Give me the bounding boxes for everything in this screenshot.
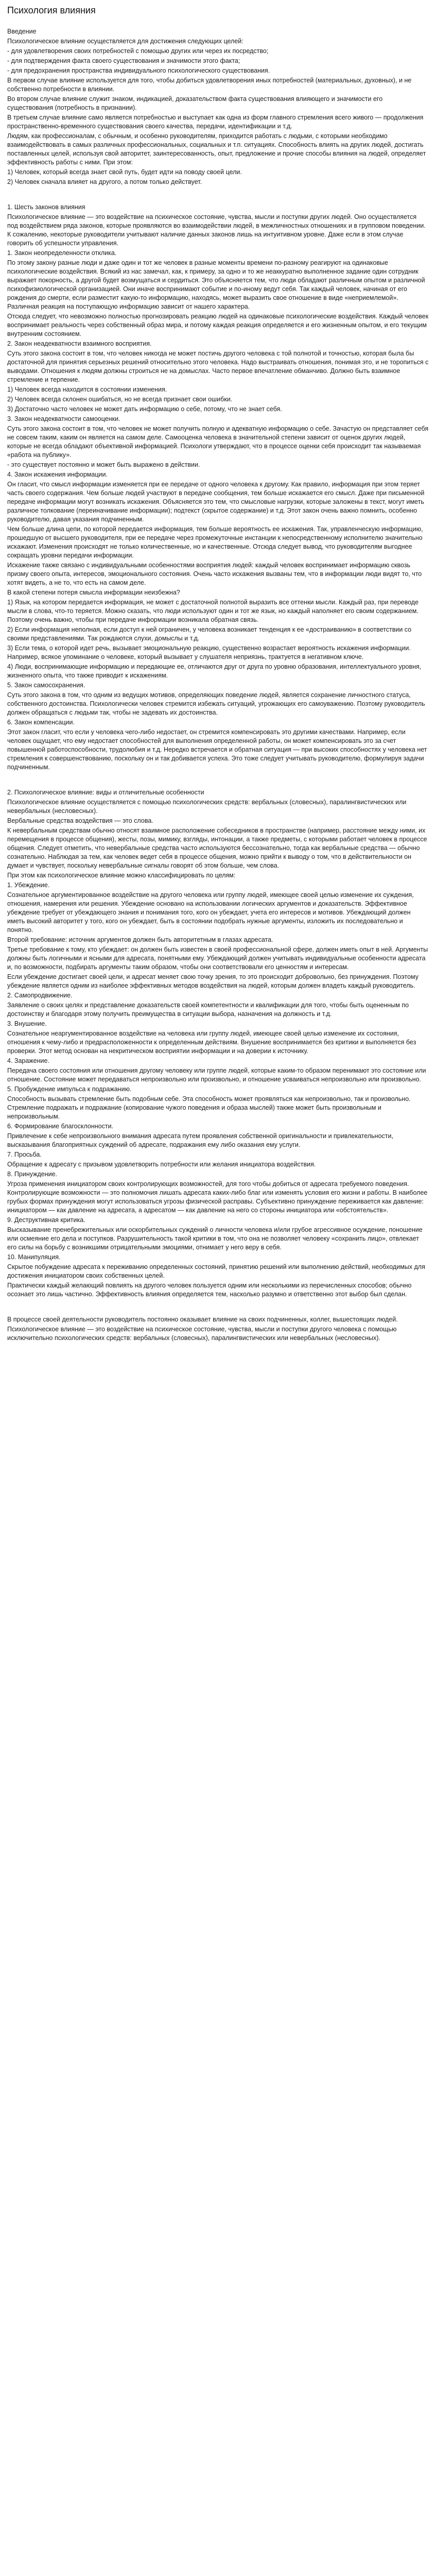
- paragraph: В какой степени потеря смысла информации неизбежна?: [7, 589, 180, 596]
- paragraph: Искажение также связано с индивидуальными особенностями восприятия людей: каждый человек воспринимает информацию сквозь призму своего опыта, интересов, эмоционального состояния. Очень часто искажения вызваны тем, что в информации люди видят то, что хотят видеть, а не то, что есть на самом деле.: [7, 562, 422, 586]
- paragraph: Скрытое побуждение адресата к переживанию определенных состояний, принятию решений или выполнению действий, необходимых для достижения инициатором своих собственных целей.: [7, 1263, 425, 1279]
- paragraph: 2) Человек сначала влияет на другого, а потом только действует.: [7, 178, 202, 185]
- paragraph: 3) Если тема, о которой идет речь, вызывает эмоциональную реакцию, существенно возрастает вероятность искажения информации. Например, всякое упоминание о человеке, который вызывает у слушателя неприязнь, трактуется в негативном ключе.: [7, 645, 411, 660]
- paragraph: 1. Убеждение.: [7, 882, 50, 889]
- paragraph: Угроза применения инициатором своих контролирующих возможностей, для того чтобы добиться от адресата требуемого поведения. Контролирующие возможности — это полномочия лишать адресата каких-либо благ или изменять условия его жизни и работы. В наиболее грубых формах принуждения могут использоваться угрозы физической расправы. Субъективно принуждение переживается как давление: инициатором — как давление на адресата, а адресатом — как давление на него со стороны инициатора или «обстоятельств».: [7, 1180, 428, 1214]
- paragraph: 1) Человек, который всегда знает свой путь, будет идти на поводу своей цели.: [7, 168, 242, 176]
- paragraph: - это существует постоянно и может быть выражено в действии.: [7, 461, 200, 468]
- paragraph: - для удовлетворения своих потребностей с помощью других или через их посредство;: [7, 47, 269, 55]
- paragraph: Психологическое влияние — это воздействие на психическое состояние, чувства, мысли и поступки других людей. Оно осуществляется под воздействием ряда законов, которые проявляются во взаимодействии людей, в межличностных отношениях и в групповом поведении. К сожалению, некоторые руководители учитывают наличие данных законов лишь на интуитивном уровне. Даже если в этом случае говорить об успешности управления.: [7, 213, 426, 247]
- section-gap: [7, 188, 429, 203]
- text-section: [7, 788, 429, 1299]
- paragraph: 6. Формирование благосклонности.: [7, 1123, 114, 1130]
- paragraph: Практически каждый желающий повлиять на другого человек пользуется одним или несколькими из перечисленных способов; обычно осознает это лишь частично. Эффективность влияния определяется тем, насколько разумно и ответственно этот выбор был сделан.: [7, 1282, 412, 1298]
- paragraph: 3) Достаточно часто человек не может дать информацию о себе, потому, что не знает себя.: [7, 405, 282, 413]
- paragraph: Если убеждение достигает своей цели, и адресат меняет свою точку зрения, то это происходит добровольно, без принуждения. Поэтому убеждение является одним из наиболее эффективных методов воздействия на людей, которым должен владеть каждый руководитель.: [7, 973, 419, 989]
- text-section: [7, 27, 429, 187]
- paragraph: Способность вызывать стремление быть подобным себе. Эта способность может проявляться как непроизвольно, так и произвольно. Стремление подражать и подражание (копирование чужого поведения и образа мыслей) также может быть произвольным и непроизвольным.: [7, 1095, 411, 1120]
- paragraph: В третьем случае влияние само является потребностью и выступает как одна из форм главного стремления всего живого — продолжения пространственно-временного существования своего качества, передачи, идентификации и т.д.: [7, 114, 424, 130]
- page-title: Психология влияния: [7, 5, 96, 15]
- paragraph: 9. Деструктивная критика.: [7, 1216, 85, 1224]
- paragraph: 1. Шесть законов влияния: [7, 204, 85, 211]
- section-gap: [7, 1300, 429, 1315]
- paragraph: Психологическое влияние осуществляется с помощью психологических средств: вербальных (словесных), паралингвистических или невербальных (несловесных).: [7, 799, 407, 815]
- paragraph: Сознательное неаргументированное воздействие на человека или группу людей, имеющее своей целью изменение их состояния, отношения к чему-либо и предрасположенности к определенным действиям. Внушение воспринимается без критики и выполняется без проверки. Этот метод основан на некритическом восприятии информации и на доверии к источнику.: [7, 1030, 416, 1055]
- paragraph: 2. Психологическое влияние: виды и отличительные особенности: [7, 789, 204, 796]
- paragraph: В первом случае влияние используется для того, чтобы добиться удовлетворения иных потребностей (материальных, духовных), и не собственно потребности в влиянии.: [7, 77, 412, 93]
- paragraph: Сознательное аргументированное воздействие на другого человека или группу людей, имеющее своей целью изменение их суждения, отношения, намерения или решения. Убеждение основано на использовании логических аргументов и доказательств. Эффективное убеждение требует от убеждающего знания и понимания того, кого он убеждает, учета его интересов и мотивов. Убеждающий должен иметь высокий авторитет у того, кого он убеждает, быть в состоянии подобрать нужные аргументы, изложить их последовательно и понятно.: [7, 891, 414, 934]
- paragraph: 2) Человек всегда склонен ошибаться, но не всегда признает свои ошибки.: [7, 396, 233, 403]
- paragraph: Вербальные средства воздействия — это слова.: [7, 817, 153, 824]
- paragraph: Передача своего состояния или отношения другому человеку или группе людей, которые каким-то образом перенимают это состояние или отношение. Состояние может передаваться непроизвольно или произвольно, и отношение усваиваться непроизвольно или произвольно.: [7, 1067, 426, 1083]
- paragraph: К невербальным средствам обычно относят взаимное расположение собеседников в пространстве (например, расстояние между ними, их перемещения в процессе общения), жесты, позы, мимику, взгляды, интонации, а также предметы, с которыми работает человек в процессе общения. Следует отметить, что невербальные средства часто используются бессознательно, тогда как вербальные средства — обычно сознательно. Наблюдая за тем, как человек ведет себя в процессе общения, можно прийти к выводу о том, что в действительности он думает и чувствует, поскольку невербальные сигналы говорят об этом больше, чем слова.: [7, 827, 427, 869]
- text-section: [7, 1315, 429, 1343]
- paragraph: 1) Человек всегда находится в состоянии изменения.: [7, 386, 167, 393]
- paragraph: Привлечение к себе непроизвольного внимания адресата путем проявления собственной оригинальности и привлекательности, высказывания благоприятных суждений об адресате, подражания ему либо оказания ему услуги.: [7, 1132, 393, 1148]
- section-gap: [7, 773, 429, 788]
- paragraph: Чем больше длина цепи, по которой передается информация, тем больше вероятность ее искажения. Так, управленческую информацию, прошедшую от высшего руководителя, при ее передаче через промежуточные инстанции к непосредственному исполнителю значительно искажают. Изменения происходят не только количественные, но и качественные. Отсюда следует вывод, что руководителям выгоднее сокращать уровни передачи информации.: [7, 526, 423, 559]
- paragraph: Людям, как профессионалам, с обычным, и особенно руководителям, приходится работать с людьми, с которыми необходимо взаимодействовать в самых различных профессиональных, социальных и т.п. ситуациях. Способность влиять на других людей, достигать поставленных целей, используя свой авторитет, заинтересованность, опыт, предложение и прочие способы влияния на людей, определяет эффективность работы с ними. При этом:: [7, 132, 426, 166]
- paragraph: 2. Закон неадекватности взаимного восприятия.: [7, 340, 152, 347]
- paragraph: Во втором случае влияние служит знаком, индикацией, доказательством факта существования влияющего и значимости его существования (потребность в признании).: [7, 95, 383, 111]
- paragraph: 3. Внушение.: [7, 1020, 47, 1027]
- paragraph: По этому закону разные люди и даже один и тот же человек в разные моменты времени по-разному реагируют на одинаковые психологические воздействия. Всякий из нас замечал, как, к примеру, за одно и то же неаккуратно выполненное задание один сотрудник выражает покорность, а другой будет возмущаться и сердиться. Это объясняется тем, что люди обладают различным опытом и различной психофизиологической организацией. Они иначе воспринимают событие и по-иному ведут себя. Так каждый человек, начиная от его рождения до смерти, если разместит какую-то информацию, находясь, может выразить свое отношение в виде «неприемлемой». Различная реакция на поступающую информацию зависит от нашего характера.: [7, 259, 425, 310]
- paragraph: 4. Закон искажения информации.: [7, 471, 108, 478]
- paragraph: 5. Закон самосохранения.: [7, 682, 85, 689]
- paragraph: Психологическое влияние — это воздействие на психическое состояние, чувства, мысли и поступки другого человека с помощью исключительно психологических средств: вербальных (словесных), паралингвистических или невербальных (несловесных).: [7, 1326, 397, 1342]
- paragraph: 2. Самопродвижение.: [7, 992, 73, 999]
- paragraph: 4) Люди, воспринимающие информацию и передающие ее, отличаются друг от друга по уровню образования, интеллектуального уровня, жизненного опыта, что также приводит к искажениям.: [7, 663, 422, 679]
- paragraph: 5. Пробуждение импульса к подражанию.: [7, 1086, 132, 1093]
- paragraph: 10. Манипуляция.: [7, 1253, 61, 1261]
- paragraph: Отсюда следует, что невозможно полностью прогнозировать реакцию людей на одинаковые психологические воздействия. Каждый человек воспринимает реальность через собственный образ мира, и потому каждая реакция определяется и его жизненным опытом, и его текущим внутренним состоянием.: [7, 313, 429, 337]
- paragraph: - для подтверждения факта своего существования и значимости этого факта;: [7, 57, 240, 64]
- paragraph: При этом как психологическое влияние можно классифицировать по целям:: [7, 872, 236, 879]
- paragraph: Второй требование: источник аргументов должен быть авторитетным в глазах адресата.: [7, 936, 273, 943]
- paragraph: 6. Закон компенсации.: [7, 719, 75, 726]
- paragraph: 1) Язык, на котором передается информация, не может с достаточной полнотой выразить все оттенки мысли. Каждый раз, при переводе мысли в слова, что-то теряется. Можно сказать, что люди используют один и тот же язык, но каждый наполняет его своим содержанием. Поэтому очень важно, чтобы при передаче информации возникала обратная связь.: [7, 599, 419, 623]
- paragraph: Высказывание пренебрежительных или оскорбительных суждений о личности человека и/или грубое агрессивное осуждение, поношение или осмеяние его дела и поступков. Разрушительность такой критики в том, что она не позволяет человеку «сохранить лицо», отвлекает его силы на борьбу с возникшими отрицательными эмоциями, отнимает у него веру в себя.: [7, 1226, 423, 1251]
- text-section: [7, 203, 429, 772]
- paragraph: 4. Заражение.: [7, 1057, 49, 1064]
- paragraph: Психологическое влияние осуществляется для достижения следующих целей:: [7, 38, 243, 45]
- paragraph: - для предохранения пространства индивидуального психологического существования.: [7, 67, 270, 74]
- paragraph: Суть этого закона состоит в том, что человек не может получить полную и адекватную информацию о себе. Зачастую он представляет себя не совсем таким, каким он является на самом деле. Самооценка человека в значительной степени зависит от оценок других людей, которые не всегда обладают объективной информацией. Психологи утверждают, что в процессе оценки себя происходит так называемая «работа на публику».: [7, 425, 429, 459]
- paragraph: Обращение к адресату с призывом удовлетворить потребности или желания инициатора воздействия.: [7, 1161, 316, 1168]
- document-body: [7, 27, 429, 1343]
- paragraph: Суть этого закона в том, что одним из ведущих мотивов, определяющих поведение людей, является сохранение личностного статуса, собственного достоинства. Психологически человек стремится избежать ситуаций, угрожающих его самоуважению. Поэтому руководитель должен обращаться с людьми так, чтобы не задевать их достоинства.: [7, 691, 425, 716]
- paragraph: 3. Закон неадекватности самооценки.: [7, 415, 120, 422]
- paragraph: В процессе своей деятельности руководитель постоянно оказывает влияние на своих подчиненных, коллег, вышестоящих людей.: [7, 1316, 398, 1323]
- paragraph: Он гласит, что смысл информации изменяется при ее передаче от одного человека к другому. Как правило, информация при этом теряет часть своего содержания. Чем больше людей участвуют в передаче сообщения, тем больше искажается его смысл. Даже при письменной передаче информации могут возникать искажения. Объясняется это тем, что смысловые нагрузки, которые заложены в текст, могут иметь различное толкование (переиначивание информации); подтекст (скрытое содержание) и т.д. Этот закон очень важно помнить, особенно руководителю, давая указания подчиненным.: [7, 481, 425, 523]
- paragraph: Суть этого закона состоит в том, что человек никогда не может постичь другого человека с той полнотой и точностью, которая была бы достаточной для принятия серьезных решений относительно этого человека. Надо выстраивать отношения, понимая это, и не торопиться с выводами. Отношения к людям должны строиться не на домыслах. Часто первое впечатление обманчиво. Должно быть взаимное стремление и терпение.: [7, 350, 429, 383]
- paragraph: Заявление о своих целях и представление доказательств своей компетентности и квалификации для того, чтобы быть оцененным по достоинству и благодаря этому получить преимущества в ситуации выбора, назначения на должность и т.д.: [7, 1002, 409, 1018]
- paragraph: 1. Закон неопределенности отклика.: [7, 249, 117, 257]
- paragraph: 7. Просьба.: [7, 1151, 42, 1158]
- paragraph: Этот закон гласит, что если у человека чего-либо недостает, он стремится компенсировать это другими качествами. Например, если человек ощущает, что ему недостает способностей для выполнения определенной работы, он может компенсировать это за счет повышенной работоспособности, трудолюбия и т.д. Нередко встречается и обратная ситуация — при высоких способностях у человека нет стремления к совершенствованию, поскольку он и так добивается успеха. Это тоже следует учитывать руководителю, формулируя задачи подчиненным.: [7, 728, 427, 771]
- paragraph: Введение: [7, 28, 37, 35]
- paragraph: 2) Если информация неполная, если доступ к ней ограничен, у человека возникает тенденция к ее «достраиванию» в соответствии со своими представлениями. Так рождаются слухи, домыслы и т.д.: [7, 626, 412, 642]
- paragraph: Третье требование к тому, кто убеждает: он должен быть известен в своей профессиональной сфере, должен иметь опыт в ней. Аргументы должны быть логичными и ясными для адресата, понятными ему. Убеждающий должен учитывать индивидуальные особенности адресата и, по возможности, подбирать аргументы таким образом, чтобы они соответствовали его ценностям и интересам.: [7, 946, 428, 971]
- paragraph: 8. Принуждение.: [7, 1171, 58, 1178]
